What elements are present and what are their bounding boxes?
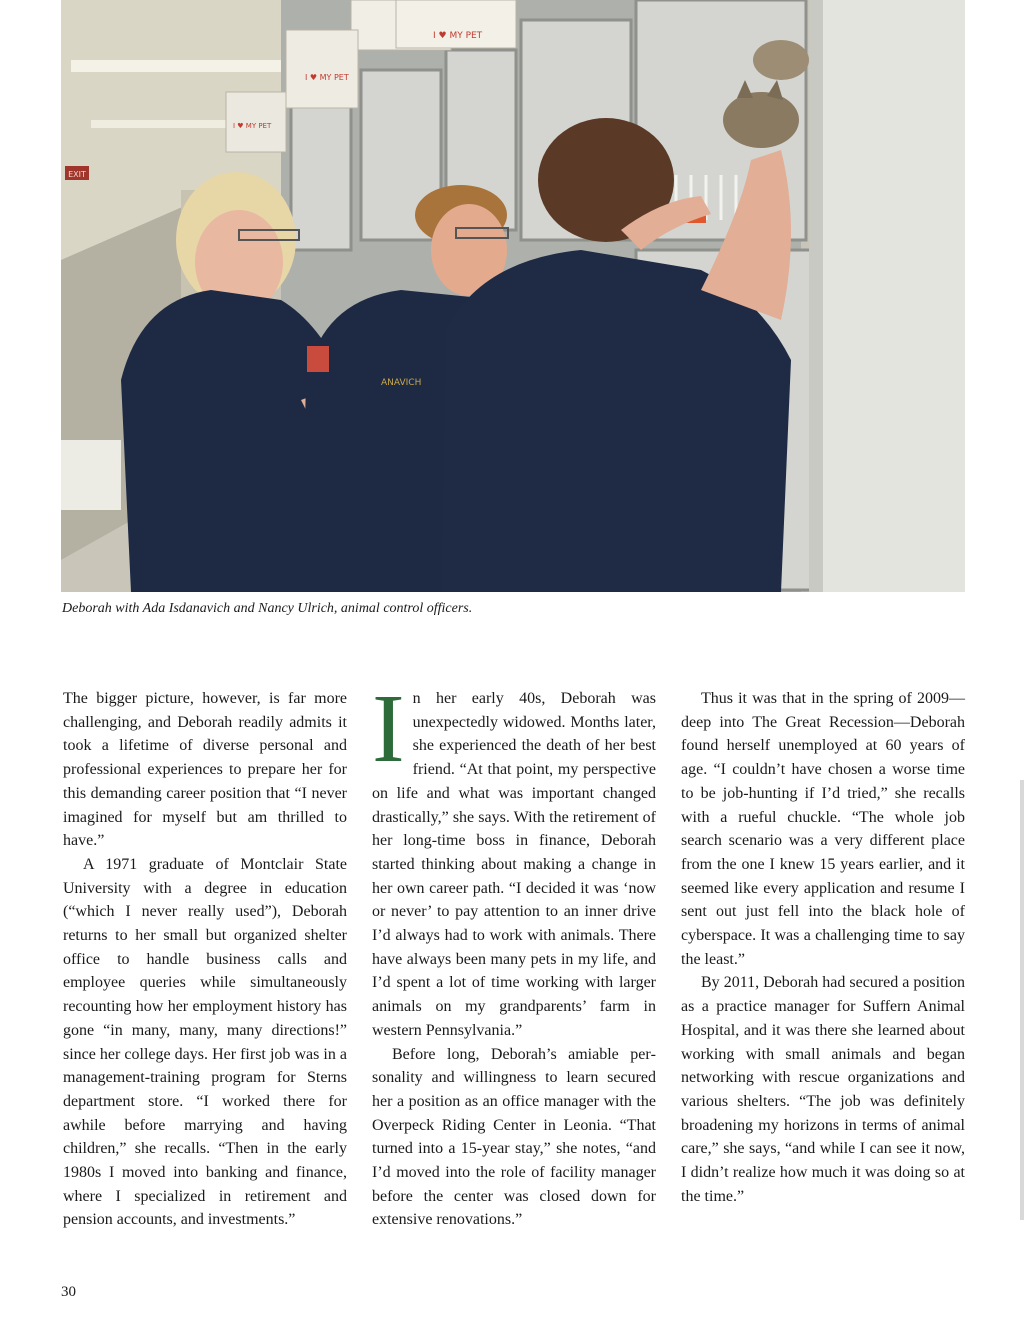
paragraph: By 2011, Deborah had secured a position as a practice manager for Suffern Animal Hospital, and it was there she learned about working with small animals and began networking with rescue organizations and various shelters. “The job was definitely broadening my horizons in terms of animal care,” she says, “and while I can see it now, I didn’t realize how much it was doing so at the time.” [681, 974, 965, 1205]
drop-cap: I [372, 675, 405, 783]
name-tag: ANAVICH [381, 378, 422, 388]
paragraph: The bigger picture, however, is far more challenging, and Deborah readily admits it took a lifetime of diverse personal and professional experiences to prepare her for this demanding career position that “I never imagined for myself but am thrilled to have.” [63, 690, 347, 850]
paragraph: Before long, Deborah’s amiable personality and willingness to learn secured her a position as an office manager with the Overpeck Riding Center in Leonia. “That turned into a 15-year stay,” she notes, “and I’d moved into the role of facility manager before the center was closed down for extensive renovations.” [372, 1045, 656, 1229]
paragraph: n her early 40s, Deborah was unexpectedly widowed. Months later, she experienced the death of her best friend. “At that point, my perspective on life and what was important changed drastically,” she says. With the retirement of her long-time boss in finance, Deborah started thinking about making a change in her own career path. “I decided it was ‘now or never’ to pay attention to an inner drive I’d always had to work with animals. There have always been many pets in my life, and I’d spent a lot of time working with larger animals on my grandparents’ farm in western Pennsylvania.” [372, 690, 656, 1039]
box-label-3: I ♥ MY PET [233, 122, 272, 130]
exit-sign-label: EXIT [68, 170, 86, 179]
paragraph: A 1971 graduate of Montclair State University with a degree in education (“which I never really used”), Deborah returns to her small but organized shelter office to handle business calls and employee queries while simultaneously recounting how her employment history has gone “in many, many, many directions!” since her college days. Her first job was in a management-training program for Sterns department store. “I worked there for awhile before marrying and having children,” she recalls. “Then in the early 1980s I moved into banking and finance, where I specialized in retirement and pension accounts, and investments.” [63, 855, 347, 1229]
page-number: 30 [61, 1284, 76, 1300]
cat [723, 92, 799, 148]
photo-caption: Deborah with Ada Isdanavich and Nancy Ulrich, animal control officers. [62, 601, 473, 616]
box-label-2: I ♥ MY PET [305, 73, 349, 82]
box-label-1: I ♥ MY PET [433, 31, 483, 41]
page-edge-mark [1020, 780, 1024, 1220]
feature-photo [61, 0, 965, 592]
article-column-2 [372, 675, 656, 1232]
shelter-photo-illustration [61, 0, 965, 592]
paragraph: Thus it was that in the spring of 2009—deep into The Great Recession—Deborah found herself unemployed at 60 years of age. “I couldn’t have chosen a worse time to be job-hunting if I’d tried,” she recalls with a rueful chuckle. “The whole job search scenario was a very different place from the one I knew 15 years earlier, and it seemed like every application and resume I sent out just fell into the black hole of cyberspace. It was a challenging time to say the least.” [681, 690, 965, 968]
article-column-1 [63, 687, 347, 1232]
article-column-3 [681, 687, 965, 1208]
